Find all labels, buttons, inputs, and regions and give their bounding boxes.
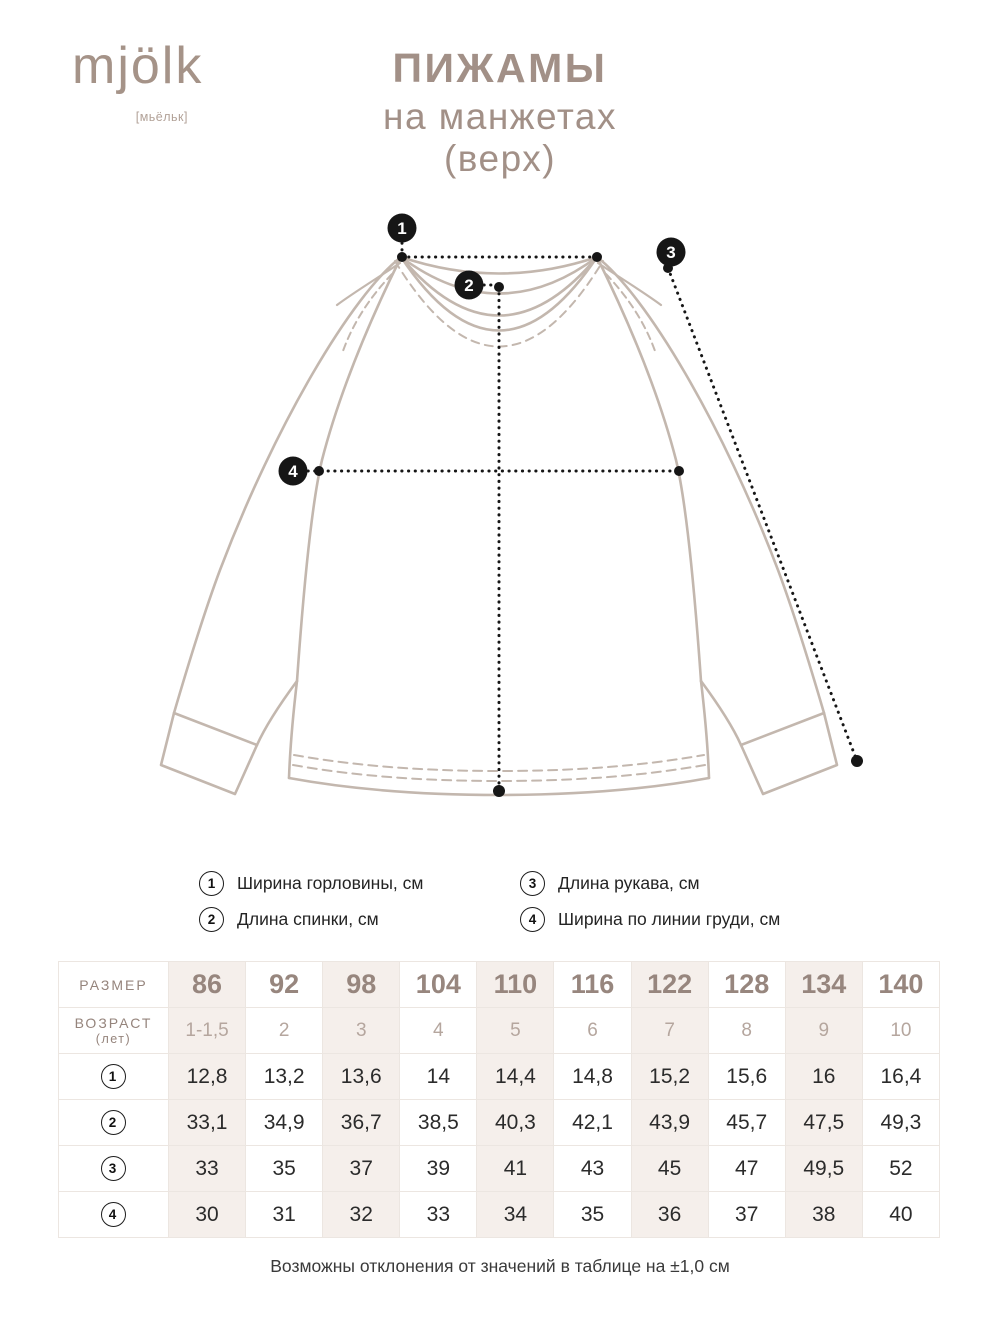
legend-right-column <box>520 870 780 942</box>
size-value: 140 <box>862 962 939 1008</box>
size-value: 92 <box>246 962 323 1008</box>
measurement-dots <box>314 252 863 797</box>
measurement-value: 15,6 <box>708 1054 785 1100</box>
measurement-row-1 <box>59 1054 940 1100</box>
measurement-value: 40 <box>862 1192 939 1238</box>
size-value: 110 <box>477 962 554 1008</box>
measurement-value: 14 <box>400 1054 477 1100</box>
legend-item-1 <box>199 870 423 896</box>
measurement-value: 38,5 <box>400 1100 477 1146</box>
measurement-value: 43 <box>554 1146 631 1192</box>
measurement-value: 33 <box>169 1146 246 1192</box>
tolerance-note: Возможны отклонения от значений в таблице на ±1,0 см <box>270 1256 730 1276</box>
measurement-row-marker <box>59 1146 169 1192</box>
legend-label-1: Ширина горловины, см <box>237 872 424 893</box>
page-title <box>250 45 750 182</box>
size-value: 128 <box>708 962 785 1008</box>
age-value: 5 <box>477 1008 554 1054</box>
svg-text:3: 3 <box>666 243 676 262</box>
age-header-row <box>59 1008 940 1054</box>
measurement-row-marker <box>59 1054 169 1100</box>
measurement-value: 49,5 <box>785 1146 862 1192</box>
age-value: 9 <box>785 1008 862 1054</box>
measurement-value: 47 <box>708 1146 785 1192</box>
measurement-value: 12,8 <box>169 1054 246 1100</box>
measurement-value: 13,2 <box>246 1054 323 1100</box>
age-row-label: ВОЗРАСТ (лет) <box>59 1008 169 1054</box>
age-value: 3 <box>323 1008 400 1054</box>
svg-text:2: 2 <box>464 276 474 295</box>
measurement-value: 13,6 <box>323 1054 400 1100</box>
age-value: 4 <box>400 1008 477 1054</box>
age-value: 8 <box>708 1008 785 1054</box>
garment-diagram <box>100 210 900 850</box>
measurement-value: 40,3 <box>477 1100 554 1146</box>
legend-item-4 <box>520 906 780 932</box>
measurement-row-number: 3 <box>101 1156 126 1181</box>
legend-num-1: 1 <box>199 871 224 896</box>
title-main: ПИЖАМЫ <box>392 45 608 91</box>
measurement-value: 31 <box>246 1192 323 1238</box>
measurement-value: 37 <box>323 1146 400 1192</box>
measurement-value: 35 <box>246 1146 323 1192</box>
measurement-value: 14,4 <box>477 1054 554 1100</box>
measure-marker-1 <box>388 214 417 243</box>
measurement-value: 30 <box>169 1192 246 1238</box>
measure-marker-4 <box>279 457 308 486</box>
measure-marker-2 <box>455 271 484 300</box>
measure-marker-3 <box>657 238 686 267</box>
measurement-value: 47,5 <box>785 1100 862 1146</box>
measurement-value: 45 <box>631 1146 708 1192</box>
measurement-lines <box>308 243 857 790</box>
legend-label-2: Длина спинки, см <box>237 908 379 929</box>
measurement-row-marker <box>59 1100 169 1146</box>
age-value: 2 <box>246 1008 323 1054</box>
measurement-value: 35 <box>554 1192 631 1238</box>
size-value: 122 <box>631 962 708 1008</box>
size-table <box>58 961 940 1238</box>
legend-item-2 <box>199 906 423 932</box>
legend-num-4: 4 <box>520 907 545 932</box>
size-value: 86 <box>169 962 246 1008</box>
age-value: 1-1,5 <box>169 1008 246 1054</box>
brand-transcription: [мьёльк] <box>135 110 188 124</box>
legend-num-2: 2 <box>199 907 224 932</box>
measurement-value: 33 <box>400 1192 477 1238</box>
legend-label-3: Длина рукава, см <box>558 872 700 893</box>
measurement-value: 34,9 <box>246 1100 323 1146</box>
measurement-row-3 <box>59 1146 940 1192</box>
measurement-row-number: 4 <box>101 1202 126 1227</box>
measurement-value: 36,7 <box>323 1100 400 1146</box>
size-value: 98 <box>323 962 400 1008</box>
age-value: 7 <box>631 1008 708 1054</box>
size-value: 134 <box>785 962 862 1008</box>
brand-logo: mjölk <box>72 37 204 95</box>
size-value: 104 <box>400 962 477 1008</box>
size-header-row <box>59 962 940 1008</box>
size-value: 116 <box>554 962 631 1008</box>
measurement-row-number: 1 <box>101 1064 126 1089</box>
measurement-row-4 <box>59 1192 940 1238</box>
measurement-value: 38 <box>785 1192 862 1238</box>
measurement-value: 33,1 <box>169 1100 246 1146</box>
measurement-value: 14,8 <box>554 1054 631 1100</box>
measure-markers <box>279 214 686 486</box>
size-row-label: РАЗМЕР <box>59 962 169 1008</box>
legend-left-column <box>199 870 423 942</box>
title-sub-2: (верх) <box>443 138 557 179</box>
measurement-row-number: 2 <box>101 1110 126 1135</box>
measurement-value: 15,2 <box>631 1054 708 1100</box>
measurement-value: 16,4 <box>862 1054 939 1100</box>
measurement-value: 34 <box>477 1192 554 1238</box>
title-sub-1: на манжетах <box>383 96 617 137</box>
measure-line-3 <box>668 268 857 761</box>
measurement-row-2 <box>59 1100 940 1146</box>
age-value: 6 <box>554 1008 631 1054</box>
measurement-value: 52 <box>862 1146 939 1192</box>
svg-text:1: 1 <box>397 219 407 238</box>
legend-label-4: Ширина по линии груди, см <box>558 908 781 929</box>
measurement-value: 39 <box>400 1146 477 1192</box>
legend-num-3: 3 <box>520 871 545 896</box>
measurement-value: 32 <box>323 1192 400 1238</box>
measurement-value: 43,9 <box>631 1100 708 1146</box>
age-value: 10 <box>862 1008 939 1054</box>
measurement-value: 36 <box>631 1192 708 1238</box>
measurement-value: 41 <box>477 1146 554 1192</box>
measurement-value: 49,3 <box>862 1100 939 1146</box>
svg-text:4: 4 <box>288 462 298 481</box>
legend-item-3 <box>520 870 780 896</box>
measurement-value: 16 <box>785 1054 862 1100</box>
measurement-value: 45,7 <box>708 1100 785 1146</box>
measurement-row-marker <box>59 1192 169 1238</box>
measurement-value: 37 <box>708 1192 785 1238</box>
measurement-value: 42,1 <box>554 1100 631 1146</box>
